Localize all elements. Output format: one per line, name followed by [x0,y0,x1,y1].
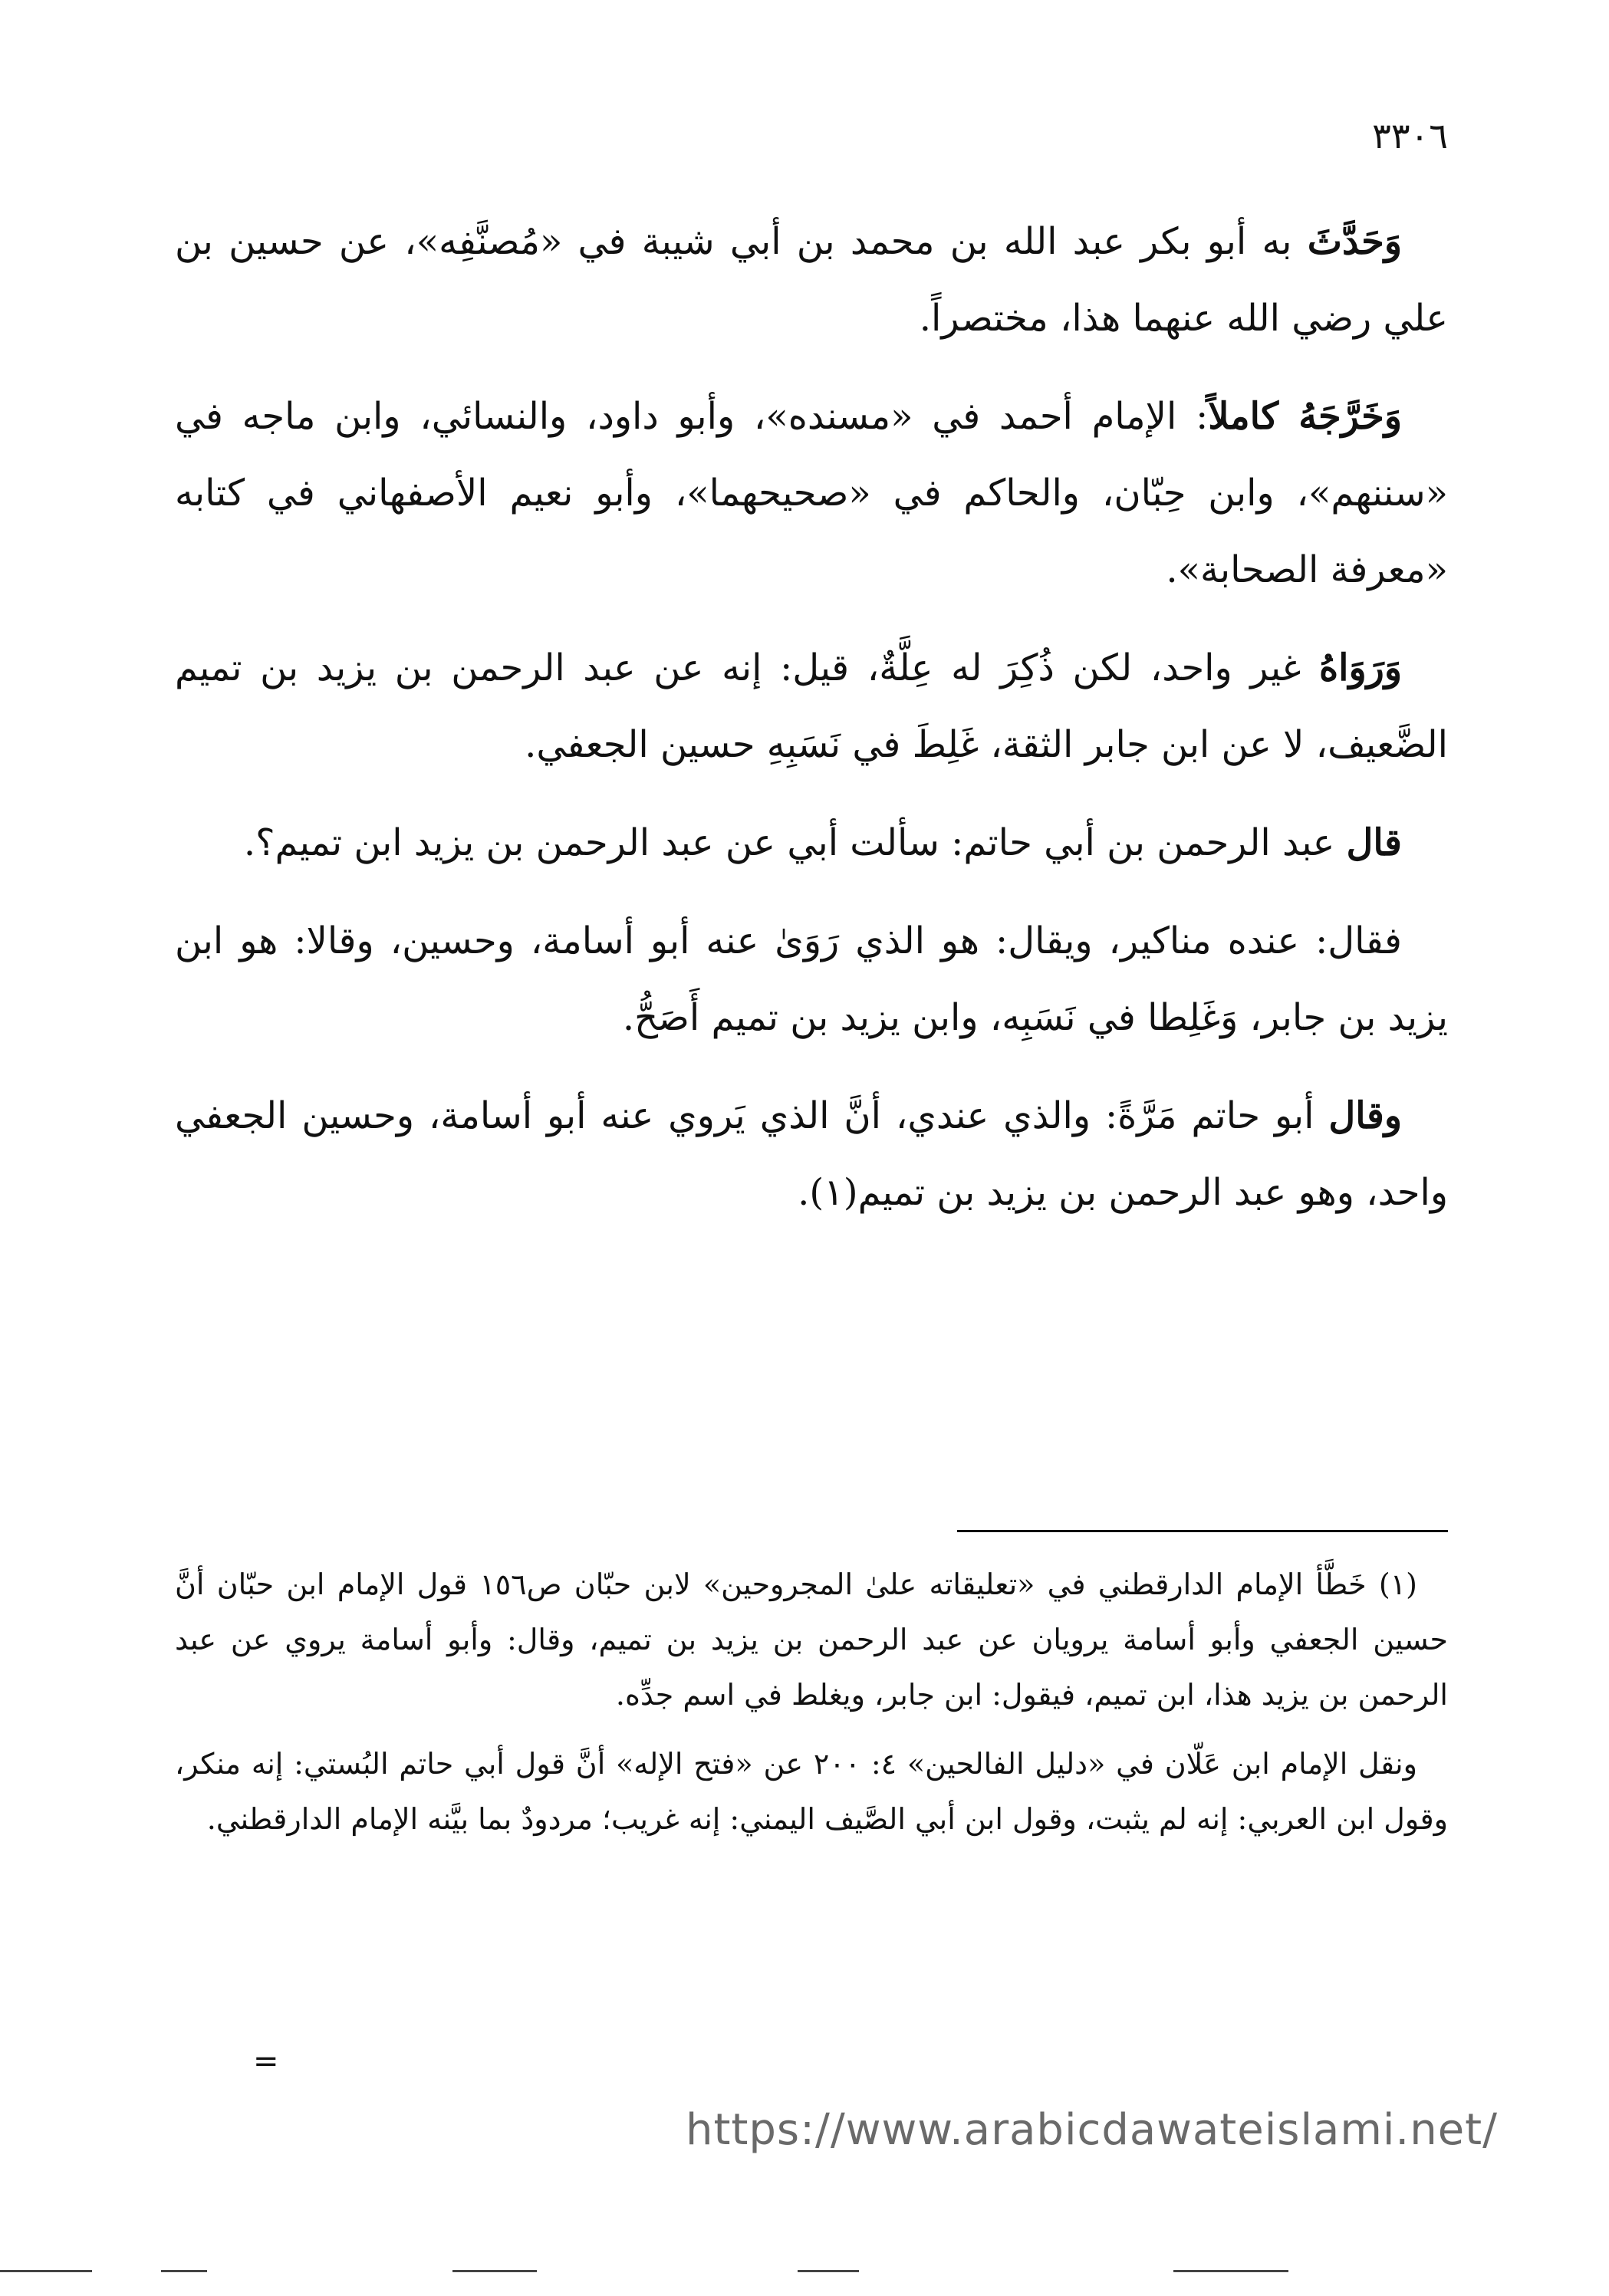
watermark-url: https://www.arabicdawateislami.net/ [685,2105,1498,2155]
scan-edge-artifact [0,2270,1609,2275]
paragraph-lead: قال [1346,821,1402,864]
paragraph [175,804,1448,881]
paragraph-lead: وَرَوَاهُ [1318,646,1402,689]
paragraph-text: فقال: عنده مناكير، ويقال: هو الذي رَوَىٰ عنه أبو أسامة، وحسين، وقالا: هو ابن يزيد بن جابر، وَغَلِطا في نَسَبِه، وابن يزيد بن تميم أَصَحُّ. [175,919,1448,1039]
paragraph-text: أبو حاتم مَرَّةً: والذي عندي، أنَّ الذي يَروي عنه أبو أسامة، وحسين الجعفي واحد، وهو عبد الرحمن بن يزيد بن تميم(١). [175,1094,1448,1214]
paragraph-lead: وَخَرَّجَهُ كاملاً [1208,395,1403,438]
continuation-mark: = [253,2044,279,2079]
paragraph-lead: وقال [1328,1094,1402,1137]
paragraph-text: به أبو بكر عبد الله بن محمد بن أبي شيبة في «مُصنَّفِه»، عن حسين بن علي رضي الله عنهما هذا، مختصراً. [175,220,1448,340]
paragraph [175,903,1448,1056]
footnote: (١) خَطَّأ الإمام الدارقطني في «تعليقاته علىٰ المجروحين» لابن حبّان ص١٥٦ قول الإمام ابن حبّان أنَّ حسين الجعفي وأبو أسامة يرويان عن عبد الرحمن بن يزيد بن تميم، وقال: وأبو أسامة يروي عن عبد الرحمن بن يزيد هذا، ابن تميم، فيقول: ابن جابر، ويغلط في اسم جدِّه. [175,1567,1448,1712]
page-number: ٣٣٠٦ [1372,115,1448,156]
footnote: ونقل الإمام ابن عَلّان في «دليل الفالحين» ٤: ٢٠٠ عن «فتح الإله» أنَّ قول أبي حاتم البُستي: إنه منكر، وقول ابن العربي: إنه لم يثبت، وقول ابن أبي الصَّيف اليمني: إنه غريب؛ مردودٌ بما بيَّنه الإمام الدارقطني. [175,1747,1448,1836]
paragraph [175,203,1448,357]
paragraph [175,1077,1448,1231]
footnote-separator [957,1530,1448,1532]
paragraph-text: : الإمام أحمد في «مسنده»، وأبو داود، والنسائي، وابن ماجه في «سننهم»، وابن حِبّان، والحاكم في «صحيحهما»، وأبو نعيم الأصفهاني في كتابه «معرفة الصحابة». [175,395,1448,591]
footnotes [175,1557,1448,1860]
paragraph [175,378,1448,608]
main-text [175,203,1448,1252]
paragraph [175,630,1448,783]
paragraph-lead: وَحَدَّثَ [1307,220,1402,263]
paragraph-text: غير واحد، لكن ذُكِرَ له عِلَّةٌ، قيل: إنه عن عبد الرحمن بن يزيد بن تميم الضَّعيف، لا عن ابن جابر الثقة، غَلِطَ في نَسَبِهِ حسين الجعفي. [175,646,1448,766]
paragraph-text: عبد الرحمن بن أبي حاتم: سألت أبي عن عبد الرحمن بن يزيد ابن تميم؟. [243,821,1347,864]
